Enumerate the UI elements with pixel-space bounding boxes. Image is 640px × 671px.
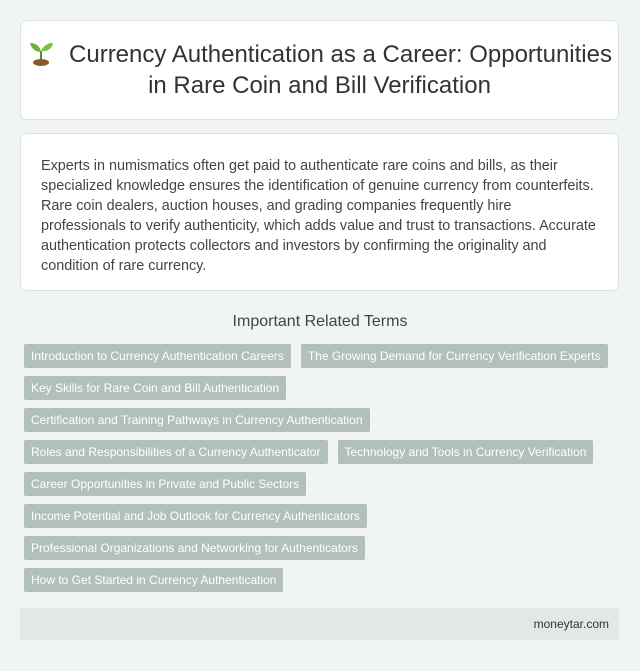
footer-site-link[interactable]: moneytar.com bbox=[533, 617, 609, 631]
related-term-tag[interactable]: Key Skills for Rare Coin and Bill Authentication bbox=[24, 376, 286, 400]
description-card bbox=[20, 133, 619, 291]
related-term-tag[interactable]: Roles and Responsibilities of a Currency Authenticator bbox=[24, 440, 328, 464]
related-term-tag[interactable]: Technology and Tools in Currency Verification bbox=[338, 440, 594, 464]
related-term-tag[interactable]: The Growing Demand for Currency Verification Experts bbox=[301, 344, 608, 368]
description-text: Experts in numismatics often get paid to authenticate rare coins and bills, as their specialized knowledge ensures the identification of genuine currency from counterfeits. Rare coin dealers, auction houses, and grading companies frequently hire professionals to verify authenticity, which adds value and trust to transactions. Accurate authentication protects collectors and investors by confirming the originality and condition of rare currency. bbox=[41, 158, 596, 274]
title-card bbox=[20, 20, 619, 120]
related-terms-list bbox=[24, 344, 620, 592]
related-term-tag[interactable]: Income Potential and Job Outlook for Currency Authenticators bbox=[24, 504, 367, 528]
related-term-tag[interactable]: Career Opportunities in Private and Public Sectors bbox=[24, 472, 306, 496]
related-terms-heading: Important Related Terms bbox=[232, 313, 408, 330]
related-term-tag[interactable]: How to Get Started in Currency Authentication bbox=[24, 568, 283, 592]
related-term-tag[interactable]: Professional Organizations and Networking for Authenticators bbox=[24, 536, 365, 560]
related-term-tag[interactable]: Certification and Training Pathways in Currency Authentication bbox=[24, 408, 370, 432]
related-term-tag[interactable]: Introduction to Currency Authentication Careers bbox=[24, 344, 291, 368]
sprout-icon bbox=[27, 40, 55, 66]
page-title-text: Currency Authentication as a Career: Opportunities in Rare Coin and Bill Verification bbox=[69, 41, 612, 99]
page-title bbox=[21, 39, 618, 101]
footer bbox=[20, 608, 619, 640]
